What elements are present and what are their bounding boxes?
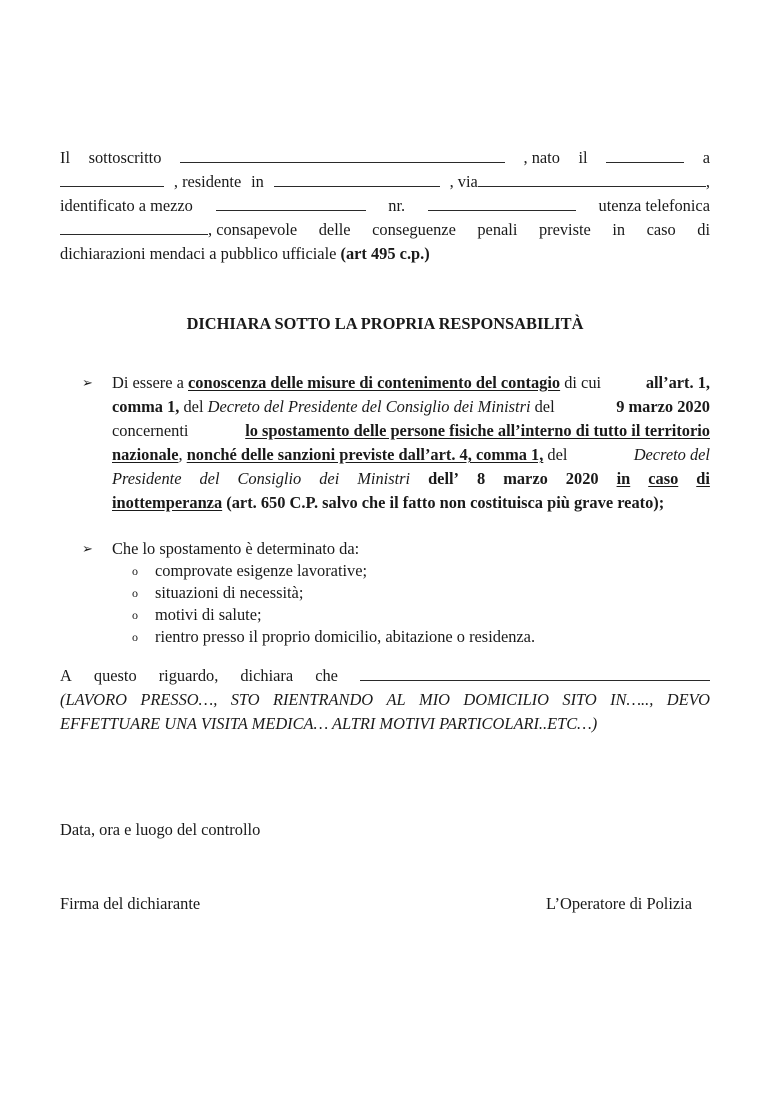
birth-place-field[interactable] (60, 172, 164, 187)
declarant-signature-label: Firma del dichiarante (60, 894, 201, 913)
intro-word: delle (318, 220, 351, 239)
text: dichiara (240, 666, 294, 685)
bullet1-line-3 (112, 420, 710, 442)
text: , (178, 445, 187, 464)
hint-text: DOMICILIO (463, 690, 549, 709)
decree-title: Presidente (112, 469, 182, 488)
text: questo (93, 666, 137, 685)
text-emphasis: in (616, 469, 631, 488)
birth-date-field[interactable] (606, 148, 684, 163)
text-emphasis: caso (648, 469, 679, 488)
page-title: DICHIARA SOTTO LA PROPRIA RESPONSABILITÀ (186, 314, 584, 333)
intro-word: in (612, 220, 626, 239)
intro-word: penali (477, 220, 518, 239)
intro-word: identificato a mezzo (60, 196, 193, 215)
hint-text: SITO (562, 690, 597, 709)
text-bold: dell’ (428, 469, 460, 488)
circle-bullet-icon: o (132, 586, 138, 600)
circle-bullet-icon: o (132, 564, 138, 578)
intro-word: , residente (173, 172, 242, 191)
intro-line-5 (60, 243, 710, 265)
intro-word: Il (60, 148, 71, 167)
circle-bullet-icon: o (132, 608, 138, 622)
bullet1-line-2 (112, 396, 710, 418)
text: Che lo spostamento è determinato da: (112, 539, 360, 558)
legal-reference: (art 495 c.p.) (340, 244, 430, 263)
text: A (60, 666, 72, 685)
reason-item: comprovate esigenze lavorative; (155, 561, 368, 580)
reason-item: rientro presso il proprio domicilio, abitazione o residenza. (155, 627, 536, 646)
reason-statement-field[interactable] (360, 666, 710, 681)
bullet1-line-6 (112, 492, 710, 514)
hint-text: RIENTRANDO (272, 690, 374, 709)
text: concernenti (112, 421, 193, 440)
street-field[interactable] (478, 172, 706, 187)
decree-title: Consiglio (237, 469, 302, 488)
text-emphasis: inottemperanza (112, 493, 223, 512)
intro-word: utenza telefonica (598, 196, 710, 215)
decree-title: Ministri (357, 469, 411, 488)
text-bold: 8 (477, 469, 486, 488)
reason-item: situazioni di necessità; (155, 583, 304, 602)
text: del (543, 445, 572, 464)
decree-date: 9 marzo 2020 (616, 397, 710, 416)
text: di cui (560, 373, 606, 392)
text: che (315, 666, 338, 685)
intro-word: , nato (523, 148, 560, 167)
circle-bullet-icon: o (132, 630, 138, 644)
text-bold: marzo (503, 469, 548, 488)
intro-word: , (705, 172, 710, 191)
bullet1-line-1 (112, 372, 710, 394)
date-time-place-label: Data, ora e luogo del controllo (60, 820, 261, 839)
text-emphasis: conoscenza delle misure di contenimento del contagio (188, 373, 561, 392)
decree-title: dei (319, 469, 340, 488)
statement-line (60, 665, 710, 687)
text-emphasis: lo spostamento delle persone fisiche all’interno di tutto il territorio (245, 421, 710, 440)
hint-text: (LAVORO (60, 690, 127, 709)
intro-line-3 (60, 195, 710, 217)
statement-hint-line-2 (60, 713, 710, 735)
decree-title: Decreto del (633, 445, 710, 464)
hint-text: AL (386, 690, 406, 709)
id-number-field[interactable] (428, 196, 576, 211)
bullet1-line-5 (112, 468, 710, 490)
decree-title: del (199, 469, 220, 488)
intro-line-1 (60, 147, 710, 169)
phone-group (60, 219, 297, 241)
intro-line-4 (60, 219, 710, 241)
police-officer-label: L’Operatore di Polizia (546, 894, 692, 913)
hint-text: MIO (419, 690, 450, 709)
intro-line-2 (60, 171, 710, 193)
intro-word: nr. (388, 196, 406, 215)
arrow-bullet-icon: ➢ (82, 541, 93, 556)
arrow-bullet-icon: ➢ (82, 375, 93, 390)
residence-field[interactable] (274, 172, 440, 187)
hint-text: DEVO (666, 690, 710, 709)
intro-word: sottoscritto (88, 148, 162, 167)
intro-word: , via (449, 172, 478, 191)
hint-text: IN….., (610, 690, 654, 709)
text-emphasis: nonché delle sanzioni previste dall’art. 4, comma 1, (186, 445, 544, 464)
intro-word: a (702, 148, 710, 167)
text-bold: 2020 (565, 469, 599, 488)
text-bold: all’art. 1, (645, 373, 710, 392)
name-field[interactable] (180, 148, 505, 163)
text-bold: (art. 650 C.P. salvo che il fatto non costituisca più grave reato); (222, 493, 665, 512)
intro-word: in (251, 172, 264, 191)
intro-word: conseguenze (372, 220, 456, 239)
via-group (450, 171, 710, 193)
text: del (179, 397, 208, 416)
statement-hint-line-1 (60, 689, 710, 711)
decree-title: Decreto del Presidente del Consiglio dei Ministri (207, 397, 531, 416)
bullet2-text (112, 538, 710, 560)
intro-word: di (697, 220, 710, 239)
text: Di essere a (112, 373, 188, 392)
intro-text: dichiarazioni mendaci a pubblico ufficiale (60, 244, 341, 263)
text-emphasis: di (696, 469, 710, 488)
text: del (530, 397, 559, 416)
hint-text: STO (230, 690, 260, 709)
bullet1-line-4 (112, 444, 710, 466)
text: riguardo, (158, 666, 219, 685)
hint-text: EFFETTUARE UNA VISITA MEDICA… ALTRI MOTIVI PARTICOLARI..ETC…) (60, 714, 598, 733)
id-document-field[interactable] (216, 196, 366, 211)
phone-field[interactable] (60, 220, 208, 235)
intro-word: caso (646, 220, 676, 239)
reason-item: motivi di salute; (155, 605, 262, 624)
intro-word: , consapevole (208, 220, 298, 239)
text-emphasis: nazionale (112, 445, 179, 464)
text-bold: comma 1, (112, 397, 180, 416)
intro-word: il (578, 148, 588, 167)
intro-word: previste (538, 220, 591, 239)
hint-text: PRESSO…, (140, 690, 218, 709)
